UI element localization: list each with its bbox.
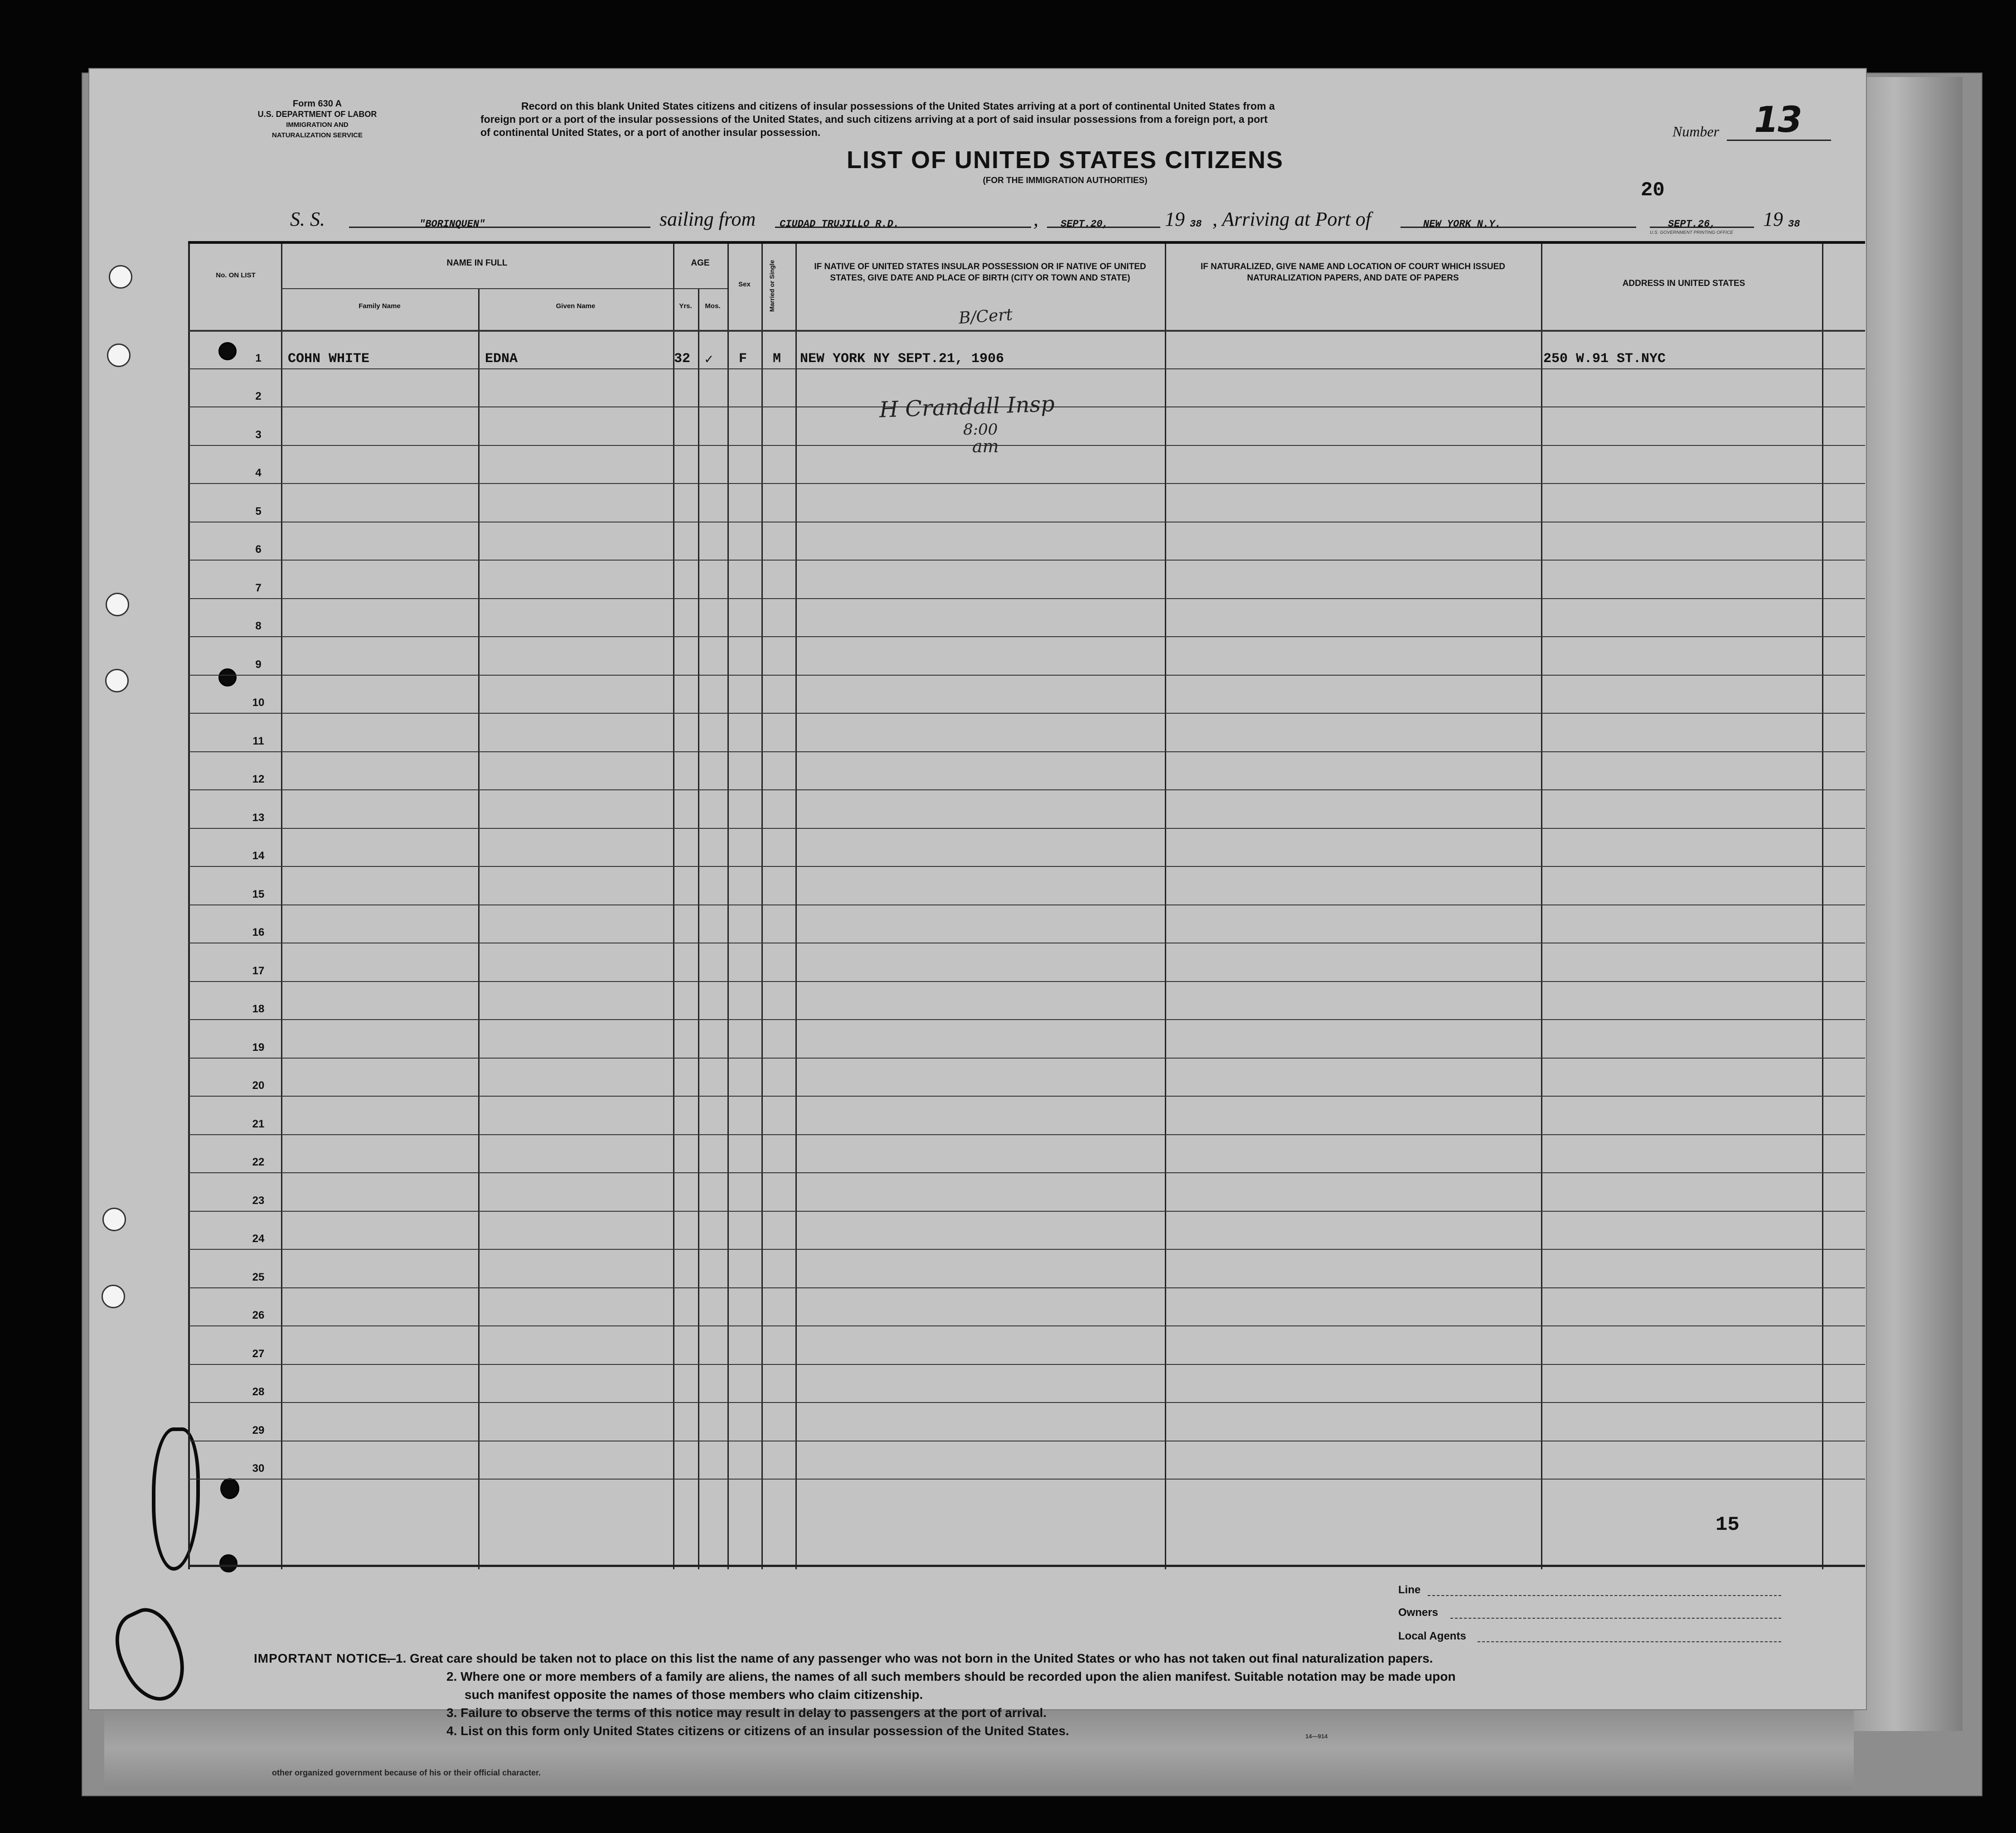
handwritten-inspector: H Crandall Insp — [879, 391, 1055, 423]
printer-mark: U.S. GOVERNMENT PRINTING OFFICE — [1650, 230, 1733, 235]
row-number: 14 — [252, 850, 265, 862]
row-rule — [188, 1402, 1865, 1403]
notice-item: 3. Failure to observe the terms of this notice may result in delay to passengers at the port of arrival. — [446, 1706, 1047, 1720]
sex-cell: F — [739, 351, 747, 367]
arrival-year: 38 — [1788, 218, 1800, 230]
signature-label-owners: Owners — [1398, 1606, 1439, 1619]
signature-label-agents: Local Agents — [1398, 1630, 1466, 1642]
row-number: 24 — [252, 1233, 265, 1245]
row-number: 18 — [252, 1003, 265, 1015]
row-number: 16 — [252, 926, 265, 938]
header-sex: Sex — [738, 281, 751, 288]
header-given-name: Given Name — [556, 302, 596, 310]
underlying-page-text: other organized government because of his or their official character. — [272, 1768, 541, 1777]
instruction-line: Record on this blank United States citizens and citizens of insular possessions of the United States arriving at a port of continental United States from a — [521, 100, 1275, 112]
row-number: 29 — [252, 1424, 265, 1436]
row-number: 17 — [252, 964, 265, 977]
binder-hole — [102, 1208, 126, 1231]
notice-item: 4. List on this form only United States citizens or citizens of an insular possession of the United States. — [446, 1724, 1069, 1738]
form-code: 14—914 — [1305, 1733, 1328, 1740]
row-rule — [188, 1172, 1865, 1173]
row-number: 28 — [252, 1386, 265, 1398]
row-rule — [188, 1058, 1865, 1059]
age-years-cell: 32 — [674, 351, 691, 367]
year-prefix: 19 — [1763, 208, 1783, 230]
row-rule — [188, 1019, 1865, 1020]
signature-line — [1450, 1618, 1781, 1619]
page-number: 15 — [1716, 1514, 1740, 1536]
birth-cell: NEW YORK NY SEPT.21, 1906 — [800, 351, 1004, 367]
row-rule — [188, 1096, 1865, 1097]
row-number: 7 — [255, 581, 262, 594]
sailing-label: sailing from — [659, 208, 756, 230]
header-naturalized: IF NATURALIZED, GIVE NAME AND LOCATION OF COURT WHICH ISSUED NATURALIZATION PAPERS, AND DATE OF PAPERS — [1200, 262, 1505, 283]
row-rule — [188, 598, 1865, 599]
age-months-cell: ✓ — [705, 352, 713, 368]
row-rule — [188, 1134, 1865, 1135]
row-number: 20 — [252, 1079, 265, 1092]
ship-line: S. S. "BORINQUEN" sailing from CIUDAD TRUJILLO R.D. , SEPT.20, 19 38 , Arriving at Port of NEW YORK N.Y. SEPT.26, 19 38 U.S. GOVERNMENT PRINTING OFFICE — [290, 208, 1800, 235]
header-address: ADDRESS IN UNITED STATES — [1622, 279, 1745, 288]
row-rule — [188, 904, 1865, 905]
instruction-line: of continental United States, or a port of another insular possession. — [480, 126, 821, 138]
arriving-label: , Arriving at Port of — [1212, 208, 1371, 230]
year-prefix: 19 — [1165, 208, 1185, 230]
handwritten-bcert: B/Cert — [958, 305, 1013, 328]
binder-hole — [107, 343, 131, 367]
list-number: 13 — [1754, 100, 1802, 140]
row-rule — [188, 1287, 1865, 1288]
header-age: AGE — [691, 258, 710, 268]
signature-line — [1478, 1641, 1781, 1642]
header-name-in-full: NAME IN FULL — [446, 258, 508, 268]
row-number: 25 — [252, 1271, 265, 1283]
row-rule — [188, 866, 1865, 867]
row-number: 3 — [255, 428, 262, 441]
arrival-port: NEW YORK N.Y. — [1423, 218, 1501, 230]
form-identifier — [247, 99, 388, 140]
row-number: 22 — [252, 1156, 265, 1168]
header-birth: IF NATIVE OF UNITED STATES INSULAR POSSESSION OR IF NATIVE OF UNITED STATES, GIVE DATE AND PLACE OF BIRTH (CITY OR TOWN AND STATE) — [814, 262, 1146, 283]
row-number: 15 — [252, 888, 265, 900]
row-rule — [188, 789, 1865, 790]
marital-status-cell: M — [773, 351, 781, 367]
sail-year: 38 — [1190, 218, 1202, 230]
row-number: 8 — [255, 620, 262, 632]
row-number: 30 — [252, 1462, 265, 1475]
binder-hole — [109, 265, 132, 289]
notice-item: 2. Where one or more members of a family are aliens, the names of all such members should be recorded upon the alien manifest. Suitable notation may be made upon — [446, 1669, 1456, 1683]
row-rule — [188, 675, 1865, 676]
row-rule — [188, 1364, 1865, 1365]
row-rule — [188, 981, 1865, 982]
row-number: 12 — [252, 773, 265, 785]
passenger-table — [188, 241, 1865, 1569]
row-rule — [188, 713, 1865, 714]
instructions — [480, 100, 1595, 139]
row-number: 21 — [252, 1117, 265, 1130]
page-title: LIST OF UNITED STATES CITIZENS — [847, 146, 1284, 174]
header-no-on-list: No. ON LIST — [216, 271, 256, 279]
handwritten-date: 20 — [1641, 179, 1665, 202]
row-rule — [188, 636, 1865, 637]
header-family-name: Family Name — [359, 302, 401, 310]
binder-hole — [105, 669, 129, 692]
page-subtitle: (FOR THE IMMIGRATION AUTHORITIES) — [983, 176, 1148, 185]
service-name: NATURALIZATION SERVICE — [271, 131, 363, 139]
row-rule — [188, 368, 1865, 369]
row-rule — [188, 1211, 1865, 1212]
service-name: IMMIGRATION AND — [286, 121, 349, 129]
address-cell: 250 W.91 ST.NYC — [1543, 351, 1666, 367]
from-port: CIUDAD TRUJILLO R.D. — [780, 218, 900, 230]
arrival-date: SEPT.26, — [1668, 218, 1716, 230]
row-number: 27 — [252, 1347, 265, 1360]
row-rule — [188, 1249, 1865, 1250]
row-number: 23 — [252, 1194, 265, 1207]
header-married-single: Married or Single — [768, 260, 775, 312]
department-name: U.S. DEPARTMENT OF LABOR — [257, 110, 377, 119]
instruction-line: foreign port or a port of the insular possessions of the United States, and such citizens arriving at a port of said insular possessions from a foreign port, a port — [480, 113, 1268, 125]
row-rule — [188, 560, 1865, 561]
handwritten-ampm: am — [972, 436, 999, 456]
row-number: 5 — [255, 505, 262, 517]
row-rule — [188, 1479, 1865, 1480]
row-number: 9 — [255, 658, 262, 671]
signature-label-line: Line — [1398, 1584, 1421, 1596]
row-rule — [188, 1325, 1865, 1326]
row-rule — [188, 828, 1865, 829]
row-number: 19 — [252, 1041, 265, 1054]
row-number: 26 — [252, 1309, 265, 1321]
notice-item: such manifest opposite the names of those members who claim citizenship. — [465, 1688, 923, 1702]
signature-line — [1428, 1595, 1781, 1596]
row-rule — [188, 751, 1865, 752]
row-number: 13 — [252, 811, 265, 824]
notice-title: IMPORTANT NOTICE. — [254, 1651, 391, 1665]
form-number: Form 630 A — [292, 99, 342, 109]
number-label: Number — [1672, 123, 1720, 140]
binder-hole — [106, 593, 129, 616]
header-age-months: Mos. — [705, 302, 721, 310]
row-number: 2 — [255, 390, 262, 402]
row-number: 10 — [252, 696, 265, 709]
ship-name: "BORINQUEN" — [419, 218, 485, 230]
table-bottom-rule — [188, 1565, 1865, 1567]
row-number: 6 — [255, 543, 262, 556]
family-name-cell: COHN WHITE — [288, 351, 370, 367]
binder-hole — [102, 1285, 125, 1308]
sail-date: SEPT.20, — [1061, 218, 1109, 230]
row-rule — [188, 483, 1865, 484]
row-rule — [188, 445, 1865, 446]
ss-label: S. S. — [290, 208, 325, 230]
notice-item: —1. Great care should be taken not to place on this list the name of any passenger who was not born in the United States or who has not taken out final naturalization papers. — [383, 1651, 1433, 1665]
row-number: 1 — [255, 352, 262, 364]
handwritten-time: 8:00 — [963, 421, 998, 439]
given-name-cell: EDNA — [485, 351, 518, 367]
row-number: 4 — [255, 467, 262, 479]
header-age-years: Yrs. — [679, 302, 692, 310]
row-number: 11 — [252, 735, 264, 747]
ship-name-line — [349, 208, 650, 228]
